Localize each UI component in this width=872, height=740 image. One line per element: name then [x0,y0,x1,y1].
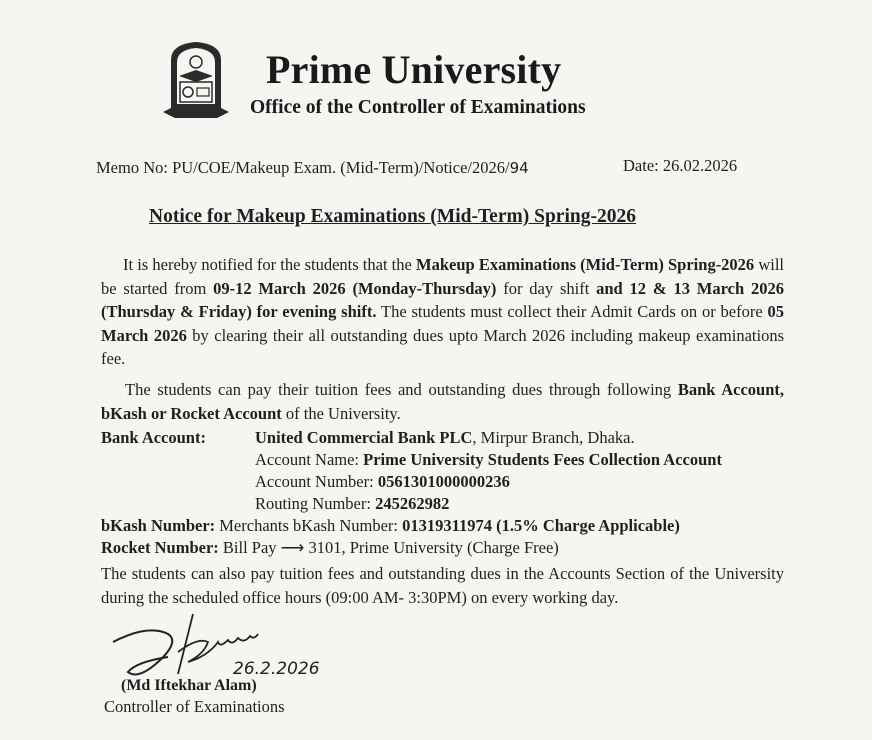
payment-paragraph: The students can pay their tuition fees and outstanding dues through following Bank Account, bKash or Rocket Account of the University. [101,380,785,423]
account-name: Account Name: Prime University Students Fees Collection Account [255,450,722,469]
bank-account-label: Bank Account: [101,428,206,447]
notice-paragraph-1: It is hereby notified for the students that the Makeup Examinations (Mid-Term) Spring-2026 will be started from 09-12 March 2026 (Monday-Thursday) for day shift and 12 & 13 March 2026 (Thursday & Friday) for evening shift. The students must collect their Admit Cards on or before 05 March 2026 by clearing their all outstanding dues upto March 2026 including makeup examinations fee. [101,255,785,368]
office-subtitle: Office of the Controller of Examinations [250,97,586,118]
bkash-number: bKash Number: Merchants bKash Number: 01319311974 (1.5% Charge Applicable) [101,516,680,535]
notice-heading: Notice for Makeup Examinations (Mid-Term) Spring-2026 [149,206,636,227]
office-payment-paragraph: The students can also pay tuition fees and outstanding dues in the Accounts Section of the University during the scheduled office hours (09:00 AM- 3:30PM) on every working day. [101,564,784,607]
university-crest-icon [163,38,229,120]
memo-number: Memo No: PU/COE/Makeup Exam. (Mid-Term)/Notice/2026/94 [96,158,529,177]
handwritten-memo-number: 94 [509,159,529,177]
memo-date: Date: 26.02.2026 [623,156,738,175]
signatory-title: Controller of Examinations [104,697,285,716]
account-number: Account Number: 0561301000000236 [255,472,510,491]
bank-name: United Commercial Bank PLC, Mirpur Branch, Dhaka. [255,428,635,447]
signatory-name: (Md Iftekhar Alam) [121,677,257,694]
rocket-number: Rocket Number: Bill Pay ⟶ 3101, Prime University (Charge Free) [101,538,559,557]
routing-number: Routing Number: 245262982 [255,494,450,513]
arrow-icon: ⟶ [280,538,305,557]
university-title: Prime University [266,47,562,92]
svg-text:26.2.2026: 26.2.2026 [233,659,320,679]
